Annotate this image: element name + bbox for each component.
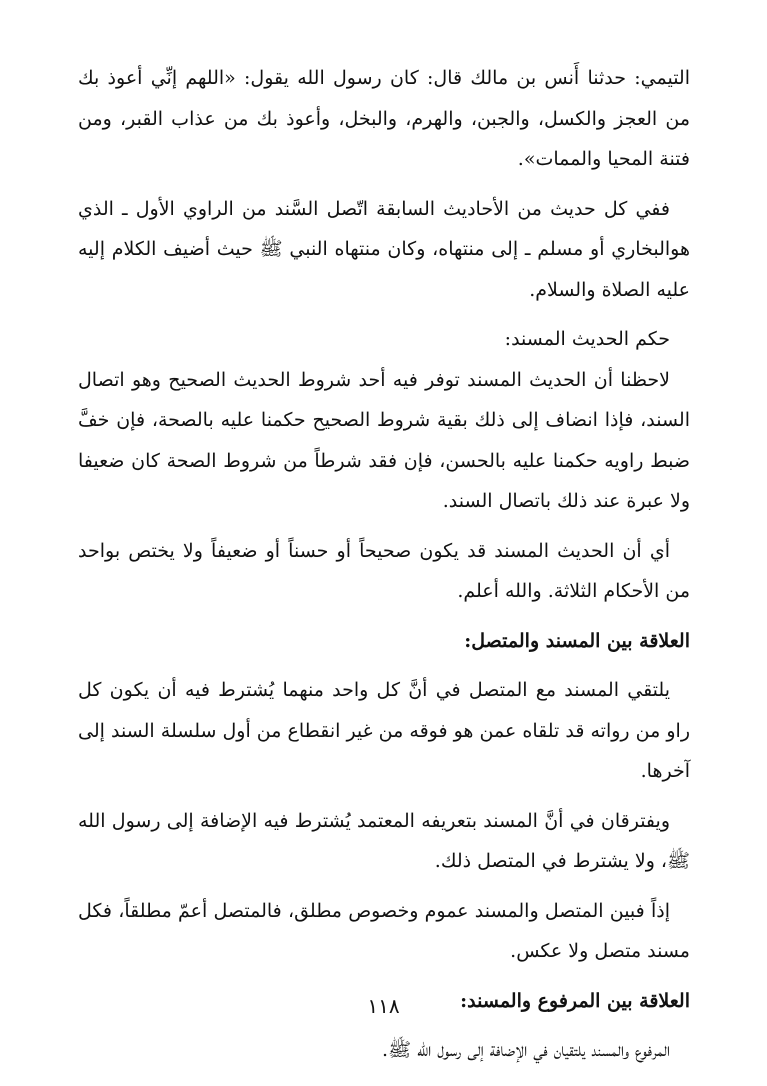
subheading-hadith-ruling: حكم الحديث المسند:	[504, 328, 670, 350]
spacer	[78, 792, 690, 801]
page-number: ١١٨	[367, 994, 400, 1018]
spacer	[78, 310, 690, 319]
paragraph-6: ويفترقان في أنَّ المسند بتعريفه المعتمد يُشترط فيه الإضافة إلى رسول الله ﷺ، ولا يشترط في المتصل ذلك.	[78, 809, 690, 872]
spacer	[78, 1021, 690, 1030]
heading-marfu-musnad: العلاقة بين المرفوع والمسند:	[460, 989, 690, 1012]
spacer	[78, 612, 690, 621]
heading-musnad-muttasil: العلاقة بين المسند والمتصل:	[464, 629, 690, 652]
paragraph-8: المرفوع والمسند يلتقيان في الإضافة إلى رسول الله ﷺ.	[382, 1039, 670, 1061]
paragraph-7: إذاً فبين المتصل والمسند عموم وخصوص مطلق، فالمتصل أعمّ مطلقاً، فكل مسند متصل ولا عكس.	[78, 899, 690, 962]
spacer	[78, 522, 690, 531]
paragraph-3: لاحظنا أن الحديث المسند توفر فيه أحد شروط الحديث الصحيح وهو اتصال السند، فإذا انضاف إلى ذلك بقية شروط الصحيح حكمنا عليه بالصحة، فإن خفَّ ضبط راويه حكمنا عليه بالحسن، فإن فقد شرطاً من شروط الصحة كان ضعيفا ولا عبرة عند ذلك باتصال السند.	[78, 368, 690, 512]
spacer	[78, 972, 690, 981]
paragraph-1: التيمي: حدثنا أَنس بن مالك قال: كان رسول الله يقول: «اللهم إنِّي أعوذ بك من العجز والكسل، والجبن، والهرم، والبخل، وأعوذ بك من عذاب القبر، ومن فتنة المحيا والممات».	[78, 67, 690, 170]
paragraph-4: أي أن الحديث المسند قد يكون صحيحاً أو حسناً أو ضعيفاً ولا يختص بواحد من الأحكام الثلاثة. والله أعلم.	[78, 539, 690, 602]
paragraph-5: يلتقي المسند مع المتصل في أنَّ كل واحد منهما يُشترط فيه أن يكون كل راو من رواته قد تلقاه عمن هو فوقه من غير انقطاع من أول سلسلة السند إلى آخرها.	[78, 679, 690, 782]
spacer	[78, 661, 690, 670]
paragraph-2: ففي كل حديث من الأحاديث السابقة اتّصل السَّند من الراوي الأول ـ الذي هوالبخاري أو مسلم ـ إلى منتهاه، وكان منتهاه النبي ﷺ حيث أضيف الكلام إليه عليه الصلاة والسلام.	[78, 197, 690, 301]
spacer	[78, 882, 690, 891]
spacer	[78, 180, 690, 189]
page-body	[78, 58, 690, 1071]
